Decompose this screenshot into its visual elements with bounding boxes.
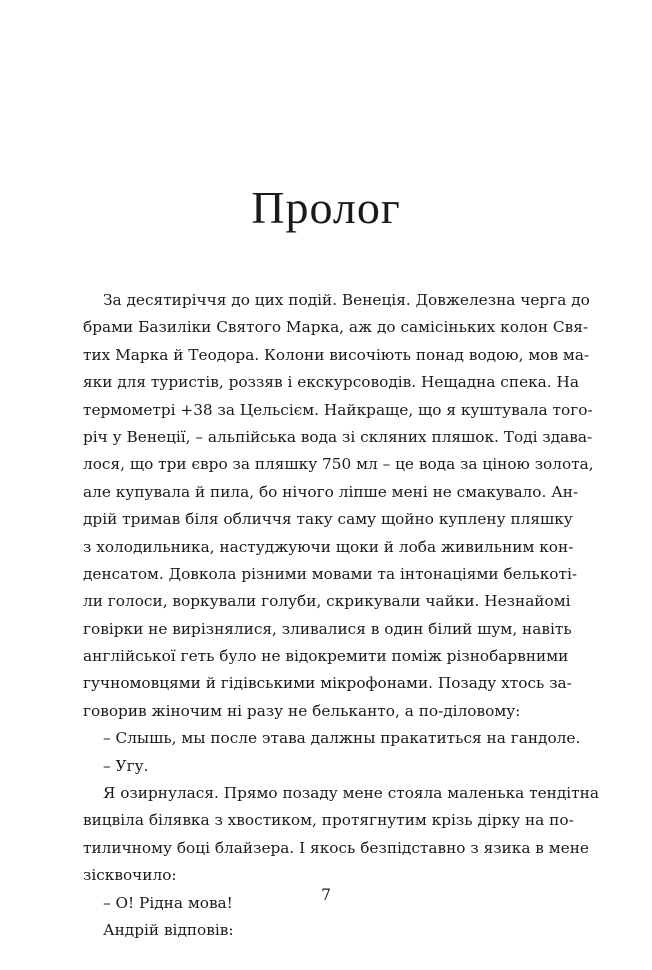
text-line: але купувала й пила, бо нічого ліпше мені не смакувало. Ан- xyxy=(83,482,579,501)
text-line: річ у Венеції, – альпійська вода зі скляних пляшок. Тоді здава- xyxy=(83,427,593,446)
text-line: лося, що три євро за пляшку 750 мл – це вода за ціною золота, xyxy=(83,455,594,474)
text-line: зісквочило: xyxy=(83,866,177,885)
text-line: дрій тримав біля обличчя таку саму щойно куплену пляшку xyxy=(83,510,573,529)
text-line: вицвіла білявка з хвостиком, протягнутим крізь дірку на по- xyxy=(83,811,574,830)
text-line: термометрі +38 за Цельсієм. Найкраще, що я куштувала того- xyxy=(83,400,593,419)
text-line: англійської геть було не відокремити поміж різнобарвними xyxy=(83,647,569,666)
text-line: Андрій відповів: xyxy=(103,920,234,939)
text-line: – О! Рідна мова! xyxy=(103,893,233,912)
text-line: Я озирнулася. Прямо позаду мене стояла маленька тендітна xyxy=(103,784,599,803)
text-line: тих Марка й Теодора. Колони височіють понад водою, мов ма- xyxy=(83,345,590,364)
text-line: з холодильника, настуджуючи щоки й лоба живильним кон- xyxy=(83,537,574,556)
text-line: – Угу. xyxy=(103,756,149,775)
chapter-body xyxy=(83,287,599,944)
text-line: гучномовцями й гідівськими мікрофонами. Позаду хтось за- xyxy=(83,674,572,693)
text-line: говірки не вирізнялися, зливалися в один білий шум, навіть xyxy=(83,619,572,638)
text-line: яки для туристів, роззяв і екскурсоводів. Нещадна спека. На xyxy=(83,373,579,392)
text-line: – Слышь, мы после этава далжны пракатиться на гандоле. xyxy=(103,729,581,748)
text-line: За десятиріччя до цих подій. Венеція. Довжелезна черга до xyxy=(103,291,590,309)
text-line: брами Базиліки Святого Марка, аж до самісіньких колон Свя- xyxy=(83,318,589,337)
chapter-title: Пролог xyxy=(251,182,401,233)
text-line: говорив жіночим ні разу не бельканто, а по-діловому: xyxy=(83,701,521,720)
page-number: 7 xyxy=(321,886,331,904)
text-line: ли голоси, воркували голуби, скрикували чайки. Незнайомі xyxy=(83,592,571,611)
text-line: тиличному боці блайзера. І якось безпідставно з язика в мене xyxy=(83,838,589,857)
text-line: денсатом. Довкола різними мовами та інтонаціями белькоті- xyxy=(83,564,578,583)
